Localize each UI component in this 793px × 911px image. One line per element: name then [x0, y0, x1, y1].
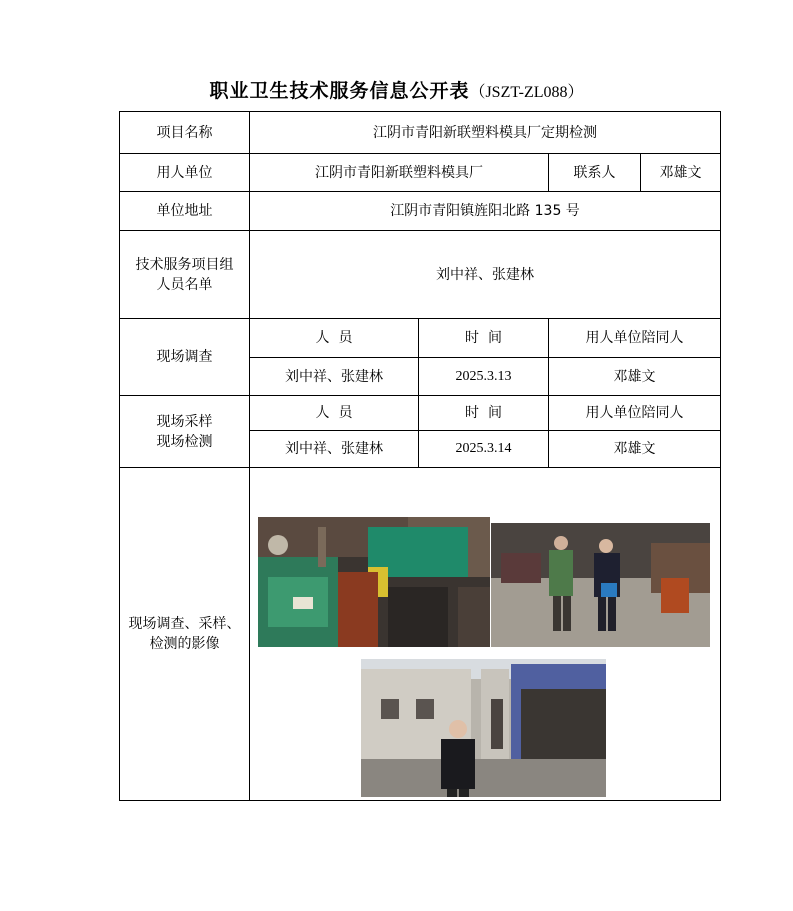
survey-col-people: 人 员 — [250, 319, 419, 358]
address-label: 单位地址 — [120, 192, 250, 231]
title-code: （JSZT-ZL088） — [469, 84, 584, 101]
sampling-label — [120, 396, 250, 468]
survey-time: 2025.3.13 — [419, 358, 549, 396]
table-row — [120, 396, 721, 431]
table-row — [120, 112, 721, 154]
employer-value: 江阴市青阳新联塑料模具厂 — [250, 154, 549, 192]
sampling-escort: 邓雄文 — [549, 431, 721, 468]
photo-courtyard — [361, 659, 606, 797]
table-row — [120, 154, 721, 192]
survey-col-time: 时 间 — [419, 319, 549, 358]
team-label: 技术服务项目组人员名单 — [120, 231, 250, 319]
contact-value: 邓雄文 — [641, 154, 721, 192]
survey-label: 现场调查 — [120, 319, 250, 396]
table-row — [120, 468, 721, 801]
employer-label: 用人单位 — [120, 154, 250, 192]
photo-inspectors — [491, 523, 710, 647]
page-title — [0, 76, 793, 103]
sampling-label-line2: 现场检测 — [156, 433, 213, 450]
survey-col-escort: 用人单位陪同人 — [549, 319, 721, 358]
sampling-people: 刘中祥、张建林 — [250, 431, 419, 468]
sampling-col-time: 时 间 — [419, 396, 549, 431]
images-label: 现场调查、采样、检测的影像 — [120, 468, 250, 801]
project-value: 江阴市青阳新联塑料模具厂定期检测 — [250, 112, 721, 154]
photo-area — [250, 469, 720, 799]
photo-machine — [258, 517, 490, 647]
survey-people: 刘中祥、张建林 — [250, 358, 419, 396]
sampling-col-people: 人 员 — [250, 396, 419, 431]
table-row — [120, 192, 721, 231]
sampling-time: 2025.3.14 — [419, 431, 549, 468]
survey-escort: 邓雄文 — [549, 358, 721, 396]
sampling-label-line1: 现场采样 — [156, 413, 213, 430]
table-row — [120, 319, 721, 358]
project-label: 项目名称 — [120, 112, 250, 154]
images-cell — [250, 468, 721, 801]
address-value: 江阴市青阳镇旌阳北路 135 号 — [250, 192, 721, 231]
sampling-col-escort: 用人单位陪同人 — [549, 396, 721, 431]
table-row — [120, 231, 721, 319]
contact-label: 联系人 — [549, 154, 641, 192]
title-text: 职业卫生技术服务信息公开表 — [209, 80, 470, 102]
team-value: 刘中祥、张建林 — [250, 231, 721, 319]
info-table — [119, 111, 721, 801]
